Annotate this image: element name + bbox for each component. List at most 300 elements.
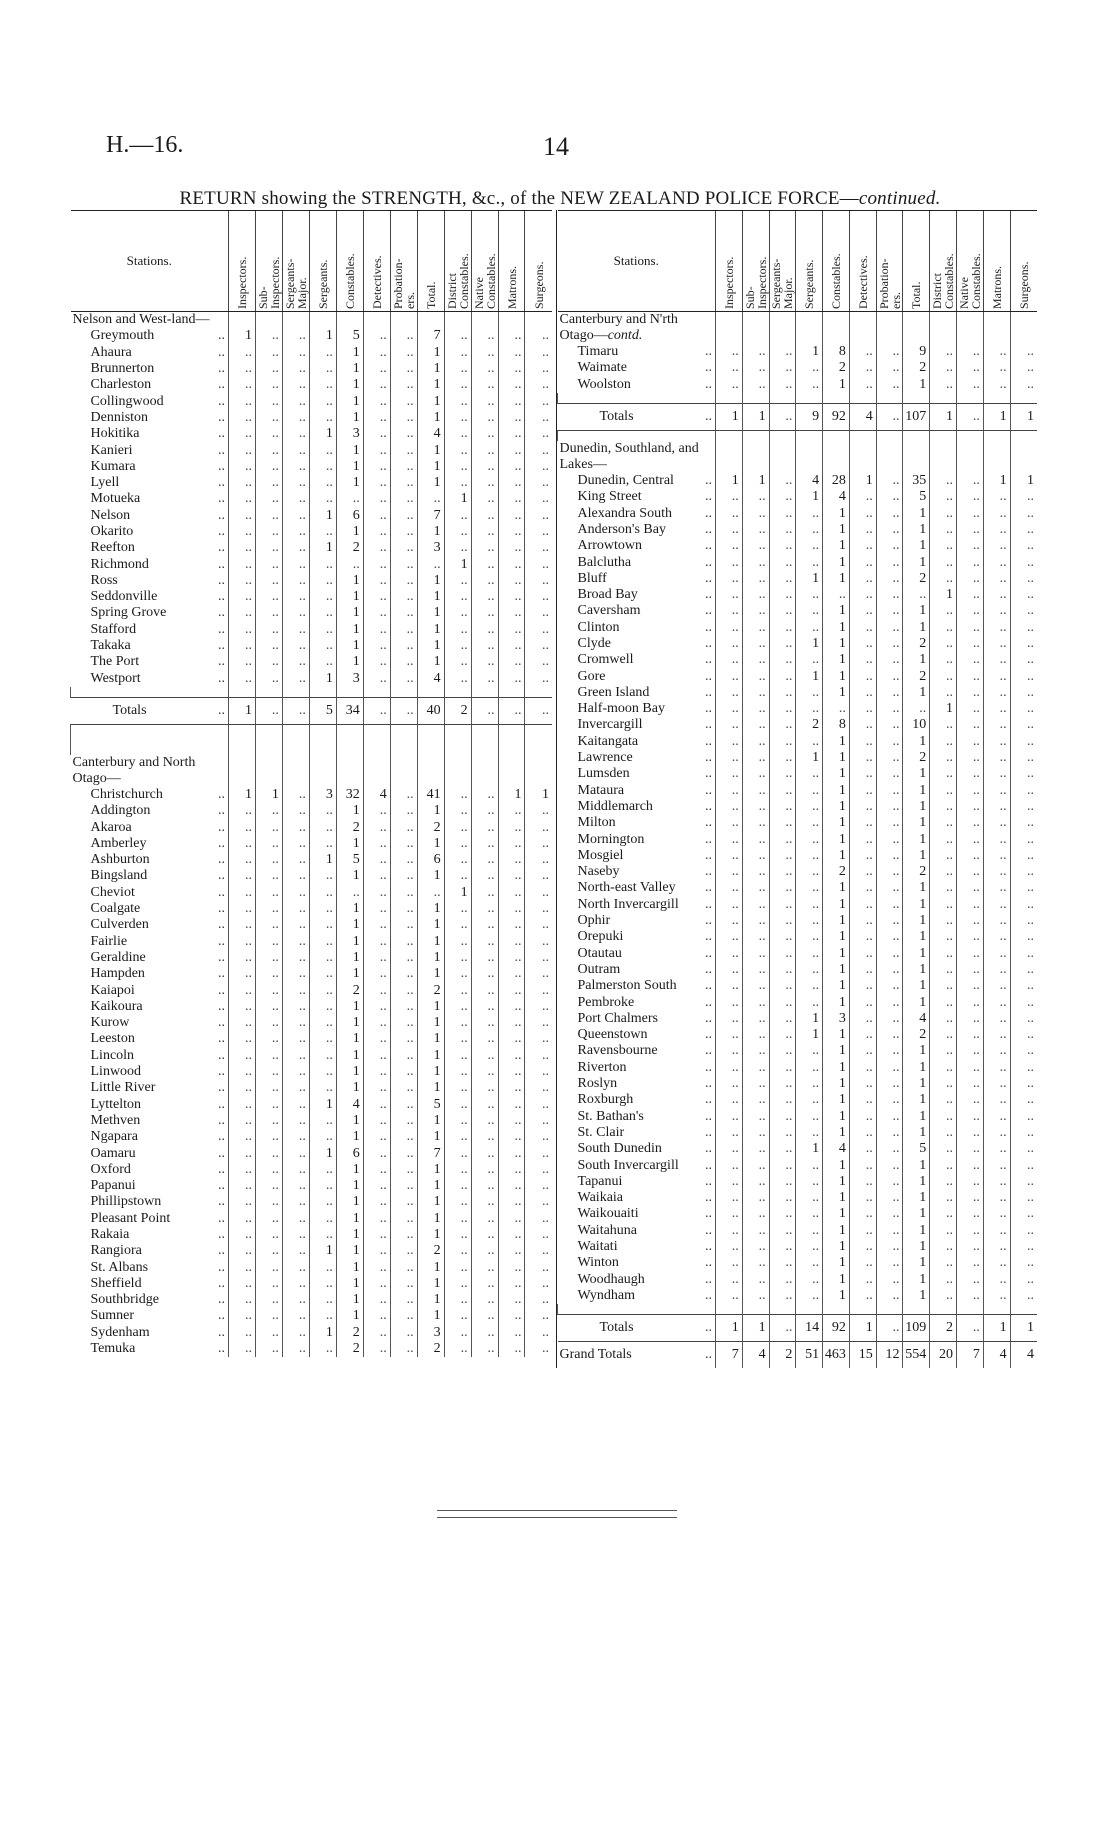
table-cell: .. bbox=[229, 459, 256, 475]
column-header-label: Native Constables. bbox=[956, 253, 983, 309]
table-cell: .. bbox=[849, 1255, 876, 1271]
table-cell: 1 bbox=[983, 473, 1010, 489]
table-row bbox=[71, 475, 553, 491]
station-name-text: Alexandra South bbox=[577, 505, 672, 521]
table-row bbox=[558, 360, 1038, 376]
station-name-text: Orepuki bbox=[577, 929, 624, 945]
table-cell: .. bbox=[769, 1108, 796, 1124]
table-cell: .. bbox=[498, 1064, 525, 1080]
table-cell: .. bbox=[390, 1048, 417, 1064]
station-name bbox=[71, 966, 229, 982]
table-cell: .. bbox=[444, 638, 471, 654]
table-cell: .. bbox=[849, 1076, 876, 1092]
table-cell: .. bbox=[876, 587, 903, 603]
table-cell bbox=[390, 755, 417, 787]
column-header-wrap bbox=[770, 211, 796, 311]
table-cell: .. bbox=[471, 934, 498, 950]
station-name bbox=[558, 848, 716, 864]
table-cell: .. bbox=[1010, 1076, 1037, 1092]
table-cell: .. bbox=[716, 1190, 743, 1206]
table-cell: 1 bbox=[417, 1129, 444, 1145]
table-cell: .. bbox=[417, 491, 444, 507]
spacer-cell bbox=[363, 724, 390, 755]
totals-cell: .. bbox=[282, 697, 309, 724]
table-cell: .. bbox=[390, 377, 417, 393]
column-header-label: Matrons. bbox=[989, 266, 1004, 309]
station-name-text: Westport bbox=[90, 670, 141, 686]
table-row bbox=[558, 913, 1038, 929]
table-cell: .. bbox=[796, 799, 823, 815]
spacer-cell bbox=[903, 430, 930, 441]
table-cell: .. bbox=[390, 819, 417, 835]
table-cell: 1 bbox=[823, 848, 850, 864]
table-cell: .. bbox=[309, 605, 336, 621]
leader-dots: .. bbox=[218, 442, 225, 458]
table-cell: .. bbox=[716, 1157, 743, 1173]
table-cell: .. bbox=[282, 999, 309, 1015]
table-cell: .. bbox=[444, 1031, 471, 1047]
station-name-text: Linwood bbox=[90, 1064, 142, 1080]
table-cell: .. bbox=[769, 1043, 796, 1059]
table-cell: .. bbox=[769, 1271, 796, 1287]
table-cell: .. bbox=[849, 1190, 876, 1206]
table-row bbox=[558, 668, 1038, 684]
table-cell: .. bbox=[525, 803, 552, 819]
leader-dots: .. bbox=[705, 603, 712, 619]
table-cell: .. bbox=[282, 540, 309, 556]
table-cell: .. bbox=[390, 1276, 417, 1292]
station-name-text: Ravensbourne bbox=[577, 1043, 658, 1059]
column-header-label: Detectives. bbox=[855, 255, 870, 309]
table-cell: .. bbox=[444, 622, 471, 638]
table-cell: .. bbox=[363, 524, 390, 540]
table-cell: .. bbox=[525, 1064, 552, 1080]
table-cell bbox=[1010, 441, 1037, 473]
station-name bbox=[558, 360, 716, 376]
station-name-text: Woolston bbox=[577, 376, 631, 392]
table-cell: .. bbox=[796, 766, 823, 782]
table-cell: .. bbox=[957, 554, 984, 570]
table-cell: .. bbox=[282, 491, 309, 507]
spacer-row bbox=[558, 430, 1038, 441]
table-row bbox=[71, 328, 553, 344]
table-cell: .. bbox=[957, 1141, 984, 1157]
table-cell: .. bbox=[525, 540, 552, 556]
table-cell: .. bbox=[363, 393, 390, 409]
table-cell: 2 bbox=[336, 1341, 363, 1357]
table-cell: .. bbox=[229, 524, 256, 540]
table-cell: .. bbox=[525, 1113, 552, 1129]
table-cell: .. bbox=[957, 1108, 984, 1124]
station-name bbox=[71, 377, 229, 393]
totals-cell: 92 bbox=[823, 403, 850, 430]
station-name-text: Invercargill bbox=[577, 717, 643, 733]
station-name-text: Temuka bbox=[90, 1341, 136, 1357]
station-name-text: Hokitika bbox=[90, 426, 140, 442]
leader-dots: .. bbox=[705, 701, 712, 717]
table-row bbox=[558, 1076, 1038, 1092]
table-cell: .. bbox=[471, 966, 498, 982]
table-cell: 1 bbox=[903, 1043, 930, 1059]
table-cell: .. bbox=[229, 622, 256, 638]
column-header-label: Total. bbox=[909, 281, 924, 309]
spacer-cell bbox=[796, 1304, 823, 1315]
table-cell: 1 bbox=[417, 1178, 444, 1194]
table-cell: 1 bbox=[823, 1206, 850, 1222]
table-cell: 1 bbox=[796, 668, 823, 684]
table-cell: .. bbox=[983, 946, 1010, 962]
table-row bbox=[71, 540, 553, 556]
table-cell: .. bbox=[363, 345, 390, 361]
table-cell: 1 bbox=[742, 473, 769, 489]
spacer-row bbox=[71, 724, 553, 755]
table-cell: .. bbox=[390, 556, 417, 572]
table-cell: .. bbox=[282, 573, 309, 589]
leader-dots: .. bbox=[705, 570, 712, 586]
table-cell: .. bbox=[849, 652, 876, 668]
spacer-cell bbox=[471, 687, 498, 698]
station-name bbox=[71, 1341, 229, 1357]
table-cell: .. bbox=[229, 475, 256, 491]
table-cell: .. bbox=[957, 864, 984, 880]
totals-cell: 92 bbox=[823, 1315, 850, 1342]
table-cell: 1 bbox=[229, 328, 256, 344]
table-cell: .. bbox=[983, 636, 1010, 652]
leader-dots: .. bbox=[705, 619, 712, 635]
table-cell: .. bbox=[282, 622, 309, 638]
table-cell: .. bbox=[229, 999, 256, 1015]
table-cell: 1 bbox=[417, 836, 444, 852]
table-cell: .. bbox=[1010, 717, 1037, 733]
table-row bbox=[71, 459, 553, 475]
station-name bbox=[71, 950, 229, 966]
table-cell: .. bbox=[498, 1276, 525, 1292]
table-cell: .. bbox=[363, 1308, 390, 1324]
table-cell: .. bbox=[498, 1259, 525, 1275]
table-cell: .. bbox=[525, 1145, 552, 1161]
table-cell: 4 bbox=[417, 426, 444, 442]
table-cell: .. bbox=[876, 848, 903, 864]
table-cell: .. bbox=[390, 934, 417, 950]
column-header-label: Surgeons. bbox=[531, 261, 546, 309]
table-cell: .. bbox=[849, 946, 876, 962]
table-cell: 1 bbox=[417, 442, 444, 458]
section-heading-contd: contd. bbox=[607, 328, 643, 343]
table-row bbox=[71, 1243, 553, 1259]
table-cell: 1 bbox=[903, 505, 930, 521]
table-cell: .. bbox=[769, 799, 796, 815]
table-cell: .. bbox=[769, 1190, 796, 1206]
table-cell: .. bbox=[255, 1194, 282, 1210]
table-cell: .. bbox=[930, 1092, 957, 1108]
table-cell: 1 bbox=[903, 1108, 930, 1124]
station-name bbox=[71, 573, 229, 589]
table-cell: .. bbox=[390, 671, 417, 687]
table-cell: 1 bbox=[417, 573, 444, 589]
table-cell: .. bbox=[957, 587, 984, 603]
table-cell: .. bbox=[282, 1162, 309, 1178]
table-cell: 1 bbox=[498, 787, 525, 803]
table-cell: 1 bbox=[823, 1076, 850, 1092]
table-row bbox=[558, 831, 1038, 847]
table-cell: .. bbox=[957, 766, 984, 782]
table-cell: .. bbox=[229, 1308, 256, 1324]
table-cell: .. bbox=[796, 1092, 823, 1108]
table-cell: 1 bbox=[903, 652, 930, 668]
table-cell bbox=[498, 312, 525, 329]
table-cell: 1 bbox=[417, 345, 444, 361]
table-cell: .. bbox=[471, 459, 498, 475]
totals-cell: 34 bbox=[336, 697, 363, 724]
table-cell: .. bbox=[1010, 603, 1037, 619]
table-cell: .. bbox=[930, 603, 957, 619]
totals-cell: 12 bbox=[876, 1342, 903, 1369]
table-cell: .. bbox=[525, 1292, 552, 1308]
table-cell: 1 bbox=[903, 766, 930, 782]
spacer-row bbox=[558, 1304, 1038, 1315]
table-cell: .. bbox=[742, 360, 769, 376]
station-name bbox=[71, 556, 229, 572]
totals-label-text: Grand Totals bbox=[559, 1347, 632, 1363]
table-cell: .. bbox=[742, 1239, 769, 1255]
table-cell: .. bbox=[498, 1015, 525, 1031]
table-cell: .. bbox=[282, 459, 309, 475]
table-cell: .. bbox=[876, 1027, 903, 1043]
table-cell: .. bbox=[390, 1145, 417, 1161]
table-cell: .. bbox=[769, 489, 796, 505]
table-cell: .. bbox=[1010, 929, 1037, 945]
station-name bbox=[558, 994, 716, 1010]
spacer-cell bbox=[930, 430, 957, 441]
table-cell: 1 bbox=[823, 538, 850, 554]
table-cell: .. bbox=[336, 885, 363, 901]
table-cell: .. bbox=[229, 917, 256, 933]
table-cell: .. bbox=[876, 1157, 903, 1173]
table-cell: 1 bbox=[823, 603, 850, 619]
table-cell: 1 bbox=[823, 897, 850, 913]
table-cell: .. bbox=[849, 1206, 876, 1222]
station-name bbox=[71, 868, 229, 884]
table-cell: .. bbox=[983, 1092, 1010, 1108]
table-cell: .. bbox=[957, 1271, 984, 1287]
column-header-wrap bbox=[984, 211, 1010, 311]
table-cell bbox=[983, 312, 1010, 345]
station-name-text: Oxford bbox=[90, 1161, 131, 1177]
table-cell: .. bbox=[716, 1092, 743, 1108]
table-cell: .. bbox=[769, 505, 796, 521]
table-cell: .. bbox=[255, 982, 282, 998]
station-name bbox=[71, 982, 229, 998]
table-cell: .. bbox=[849, 831, 876, 847]
leader-dots: .. bbox=[218, 409, 225, 425]
table-row bbox=[71, 508, 553, 524]
table-cell: .. bbox=[229, 540, 256, 556]
table-cell: .. bbox=[1010, 360, 1037, 376]
table-cell: 1 bbox=[336, 638, 363, 654]
table-cell: .. bbox=[471, 573, 498, 589]
leader-dots: .. bbox=[218, 852, 225, 868]
table-cell: 1 bbox=[823, 978, 850, 994]
table-cell: .. bbox=[1010, 571, 1037, 587]
table-row bbox=[558, 1288, 1038, 1304]
table-cell: .. bbox=[471, 622, 498, 638]
table-cell: .. bbox=[796, 1288, 823, 1304]
table-row bbox=[558, 636, 1038, 652]
table-cell: .. bbox=[957, 717, 984, 733]
totals-cell: 7 bbox=[957, 1342, 984, 1369]
spacer-cell bbox=[876, 1304, 903, 1315]
table-cell: .. bbox=[255, 524, 282, 540]
station-name-text: Denniston bbox=[90, 409, 149, 425]
table-cell: .. bbox=[444, 328, 471, 344]
table-row bbox=[558, 505, 1038, 521]
table-cell: 1 bbox=[336, 1015, 363, 1031]
table-row bbox=[71, 1292, 553, 1308]
station-name-text: Half-moon Bay bbox=[577, 701, 665, 717]
table-cell: .. bbox=[742, 962, 769, 978]
table-cell: .. bbox=[957, 1043, 984, 1059]
station-name bbox=[71, 787, 229, 803]
spacer-cell bbox=[525, 724, 552, 755]
table-cell: .. bbox=[716, 344, 743, 360]
table-cell: .. bbox=[336, 491, 363, 507]
station-name bbox=[71, 671, 229, 687]
table-cell: .. bbox=[983, 701, 1010, 717]
table-cell bbox=[363, 755, 390, 787]
totals-cell: 1 bbox=[849, 1315, 876, 1342]
table-cell: 1 bbox=[255, 787, 282, 803]
table-cell: .. bbox=[471, 328, 498, 344]
table-cell: 5 bbox=[336, 852, 363, 868]
table-cell: .. bbox=[957, 538, 984, 554]
table-cell: .. bbox=[983, 571, 1010, 587]
leader-dots: .. bbox=[218, 949, 225, 965]
table-cell: .. bbox=[229, 605, 256, 621]
table-cell: .. bbox=[525, 573, 552, 589]
table-cell: .. bbox=[498, 475, 525, 491]
table-cell: .. bbox=[716, 831, 743, 847]
table-cell: .. bbox=[930, 1011, 957, 1027]
column-header-wrap bbox=[472, 211, 498, 311]
table-cell: 2 bbox=[336, 819, 363, 835]
spacer-cell bbox=[255, 724, 282, 755]
column-header bbox=[363, 211, 390, 312]
table-cell: .. bbox=[849, 554, 876, 570]
station-name bbox=[558, 344, 716, 360]
table-cell: .. bbox=[309, 410, 336, 426]
table-cell: .. bbox=[983, 360, 1010, 376]
station-name-text: Waikouaiti bbox=[577, 1206, 639, 1222]
table-cell: .. bbox=[876, 897, 903, 913]
station-name-text: Bluff bbox=[577, 570, 607, 586]
table-cell: .. bbox=[390, 1162, 417, 1178]
column-header-wrap bbox=[229, 211, 255, 311]
station-name bbox=[558, 1288, 716, 1304]
table-cell: .. bbox=[444, 508, 471, 524]
table-cell: .. bbox=[1010, 848, 1037, 864]
table-cell: .. bbox=[983, 377, 1010, 393]
table-cell: .. bbox=[769, 701, 796, 717]
column-header-label: Constables. bbox=[342, 253, 357, 309]
table-cell: .. bbox=[957, 652, 984, 668]
table-cell: .. bbox=[930, 636, 957, 652]
column-header-label: Matrons. bbox=[504, 266, 519, 309]
table-cell: .. bbox=[742, 766, 769, 782]
table-cell: .. bbox=[444, 1259, 471, 1275]
table-cell: .. bbox=[525, 1243, 552, 1259]
table-cell: .. bbox=[255, 1259, 282, 1275]
table-cell: .. bbox=[849, 620, 876, 636]
table-cell: .. bbox=[390, 654, 417, 670]
totals-row bbox=[558, 403, 1038, 430]
table-cell: .. bbox=[876, 1060, 903, 1076]
table-cell: .. bbox=[742, 1011, 769, 1027]
table-cell: 1 bbox=[903, 685, 930, 701]
table-cell: 1 bbox=[796, 489, 823, 505]
station-name-text: Bingsland bbox=[90, 868, 148, 884]
table-cell: .. bbox=[1010, 1255, 1037, 1271]
station-name-text: Naseby bbox=[577, 864, 620, 880]
table-cell: .. bbox=[876, 734, 903, 750]
table-cell: .. bbox=[1010, 685, 1037, 701]
station-name bbox=[71, 393, 229, 409]
leader-dots: .. bbox=[705, 1108, 712, 1124]
table-cell: .. bbox=[525, 1325, 552, 1341]
table-cell: .. bbox=[957, 1223, 984, 1239]
table-cell: .. bbox=[849, 1141, 876, 1157]
table-row bbox=[558, 587, 1038, 603]
table-cell: .. bbox=[390, 1129, 417, 1145]
spacer-cell bbox=[71, 687, 229, 698]
table-cell: .. bbox=[796, 783, 823, 799]
table-cell: .. bbox=[525, 885, 552, 901]
table-row bbox=[558, 1255, 1038, 1271]
spacer-cell bbox=[769, 393, 796, 404]
table-cell bbox=[742, 441, 769, 473]
table-cell: .. bbox=[363, 1259, 390, 1275]
spacer-cell bbox=[903, 393, 930, 404]
column-header-label: District Constables. bbox=[930, 253, 957, 309]
table-row bbox=[71, 345, 553, 361]
table-cell: .. bbox=[363, 671, 390, 687]
table-cell: .. bbox=[1010, 587, 1037, 603]
station-name-text: Roxburgh bbox=[577, 1092, 634, 1108]
table-cell: .. bbox=[876, 685, 903, 701]
table-cell: .. bbox=[983, 799, 1010, 815]
table-cell: 1 bbox=[903, 978, 930, 994]
station-name bbox=[71, 1259, 229, 1275]
leader-dots: .. bbox=[705, 1124, 712, 1140]
column-header bbox=[957, 211, 984, 312]
station-name bbox=[558, 1271, 716, 1287]
table-cell bbox=[769, 441, 796, 473]
table-cell: .. bbox=[716, 571, 743, 587]
station-name bbox=[558, 766, 716, 782]
table-cell: .. bbox=[957, 1157, 984, 1173]
table-row bbox=[71, 393, 553, 409]
left-table bbox=[70, 210, 552, 1357]
totals-row bbox=[71, 697, 553, 724]
table-cell: .. bbox=[282, 901, 309, 917]
table-cell: .. bbox=[309, 1015, 336, 1031]
table-cell: .. bbox=[255, 1031, 282, 1047]
table-cell: 1 bbox=[525, 787, 552, 803]
station-name-text: Leeston bbox=[90, 1031, 135, 1047]
column-header-wrap bbox=[418, 211, 444, 311]
table-cell: .. bbox=[282, 1308, 309, 1324]
table-cell: .. bbox=[309, 654, 336, 670]
table-cell: .. bbox=[363, 589, 390, 605]
